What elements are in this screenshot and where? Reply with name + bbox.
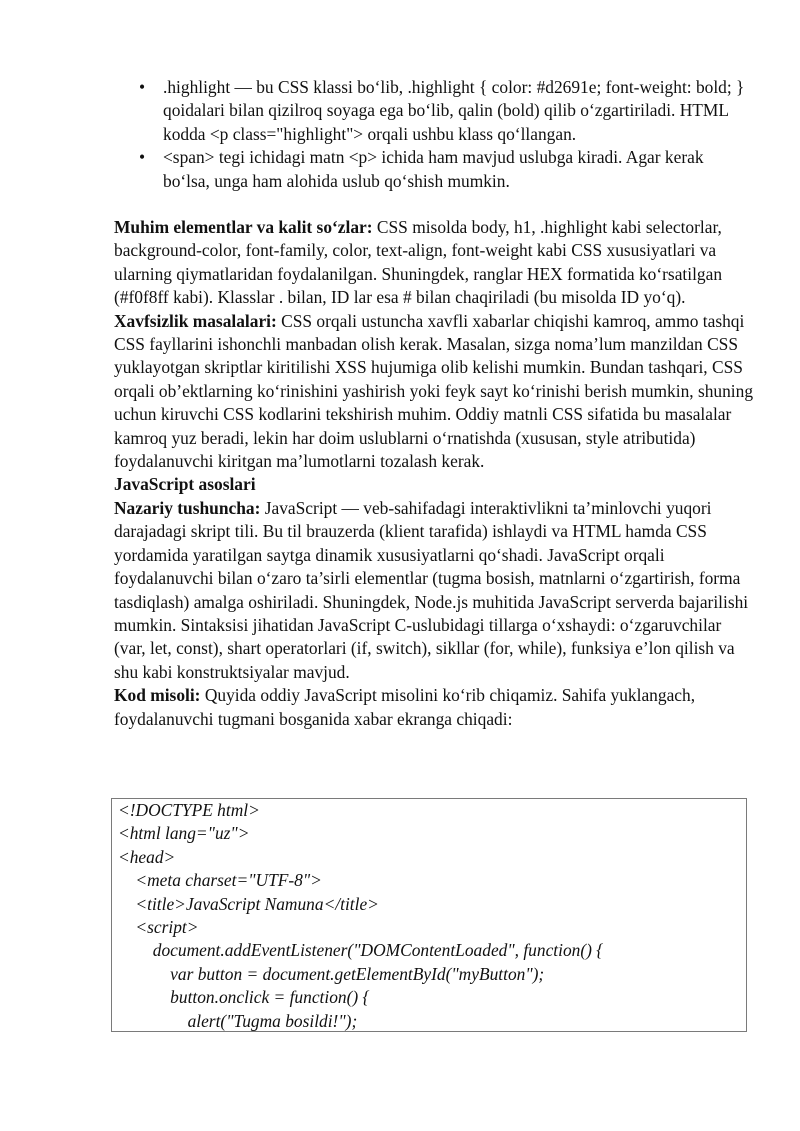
paragraph-code-example [114, 684, 754, 731]
paragraph-key-elements [114, 216, 754, 310]
bullet-text: <span> tegi ichidagi matn <p> ichida ham mavjud uslubga kiradi. Agar kerak bo‘lsa, unga ham alohida uslub qo‘shish mumkin. [163, 147, 704, 191]
code-line: <head> [118, 846, 176, 867]
paragraph-text: CSS orqali ustuncha xavfli xabarlar chiqishi kamroq, ammo tashqi CSS fayllarini ishonchli manbadan olish kerak. Masalan, sizga noma’lum manzildan CSS yuklayotgan skriptlar kiritilishi XSS hujumiga olib kelishi mumkin. Bundan tashqari, CSS orqali ob’ektlarning ko‘rinishini yashirish yoki feyk sayt ko‘rinishi berish mumkin, shuning uchun kiruvchi CSS kodlarini tekshirish muhim. Oddiy matnli CSS sifatida bu masalalar kamroq yuz beradi, lekin har doim uslublarni o‘rnatishda (xususan, style atributida) foydalanuvchi kiritgan ma’lumotlarni tozalash kerak. [114, 310, 754, 472]
code-line: button.onclick = function() { [118, 987, 370, 1008]
code-line: <script> [118, 916, 199, 937]
bullet-icon: • [139, 77, 146, 97]
paragraph-text: CSS misolda body, h1, .highlight kabi selectorlar, background-color, font-family, color, text-align, font-weight kabi CSS xususiyatlari va ularning qiymatlaridan foydalanilgan. Shuningdek, ranglar HEX formatida ko‘rsatilgan (#f0f8ff kabi). Klasslar . bilan, ID lar esa # bilan chaqiriladi (bu misolda ID yo‘q). [114, 217, 723, 308]
code-line: alert("Tugma bosildi!"); [118, 1010, 358, 1031]
body-text [114, 216, 754, 731]
section-heading-javascript [114, 473, 754, 496]
code-line: <meta charset="UTF-8"> [118, 870, 322, 891]
list-item [114, 146, 754, 193]
paragraph-text: JavaScript — veb-sahifadagi interaktivlikni ta’minlovchi yuqori darajadagi skript tili. Bu til brauzerda (klient tarafida) ishlaydi va HTML hamda CSS yordamida yaratilgan saytga dinamik xususiyatlarni qo‘shadi. JavaScript orqali foydalanuvchi bilan o‘zaro ta’sirli elementlar (tugma bosish, matnlarni o‘zgartirish, forma tasdiqlash) amalga oshiriladi. Shuningdek, Node.js muhitida JavaScript serverda bajarilishi mumkin. Sintaksisi jihatidan JavaScript C-uslubidagi tillarga o‘xshaydi: o‘zgaruvchilar (var, let, const), shart operatorlari (if, switch), sikllar (for, while), funksiya e’lon qilish va shu kabi konstruktsiyalar mavjud. [114, 497, 749, 682]
bullet-list [114, 76, 754, 193]
paragraph-heading: Muhim elementlar va kalit so‘zlar: [114, 217, 373, 237]
paragraph-heading: JavaScript asoslari [114, 474, 256, 495]
code-line: var button = document.getElementById("myButton"); [118, 963, 545, 984]
paragraph-text: Quyida oddiy JavaScript misolini ko‘rib chiqamiz. Sahifa yuklangach, foydalanuvchi tugmani bosganida xabar ekranga chiqadi: [114, 685, 696, 729]
bullet-icon: • [139, 147, 146, 168]
code-line: <!DOCTYPE html> [118, 800, 260, 820]
paragraph-heading: Kod misoli: [114, 685, 201, 706]
code-line: <title>JavaScript Namuna</title> [118, 893, 379, 914]
paragraph-heading: Nazariy tushuncha: [114, 497, 261, 518]
code-line: document.addEventListener("DOMContentLoaded", function() { [118, 940, 604, 961]
code-line: <html lang="uz"> [118, 823, 250, 844]
paragraph-heading: Xavfsizlik masalalari: [114, 310, 277, 331]
list-item [114, 76, 754, 146]
bullet-text: .highlight — bu CSS klassi bo‘lib, .highlight { color: #d2691e; font-weight: bold; } qoidalari bilan qizilroq soyaga ega bo‘lib, qalin (bold) qilib o‘zgartiriladi. HTML kodda <p class="highlight"> orqali ushbu klass qo‘llangan. [163, 77, 745, 144]
paragraph-theory [114, 497, 754, 684]
paragraph-security [114, 310, 754, 474]
code-block [111, 798, 747, 1032]
